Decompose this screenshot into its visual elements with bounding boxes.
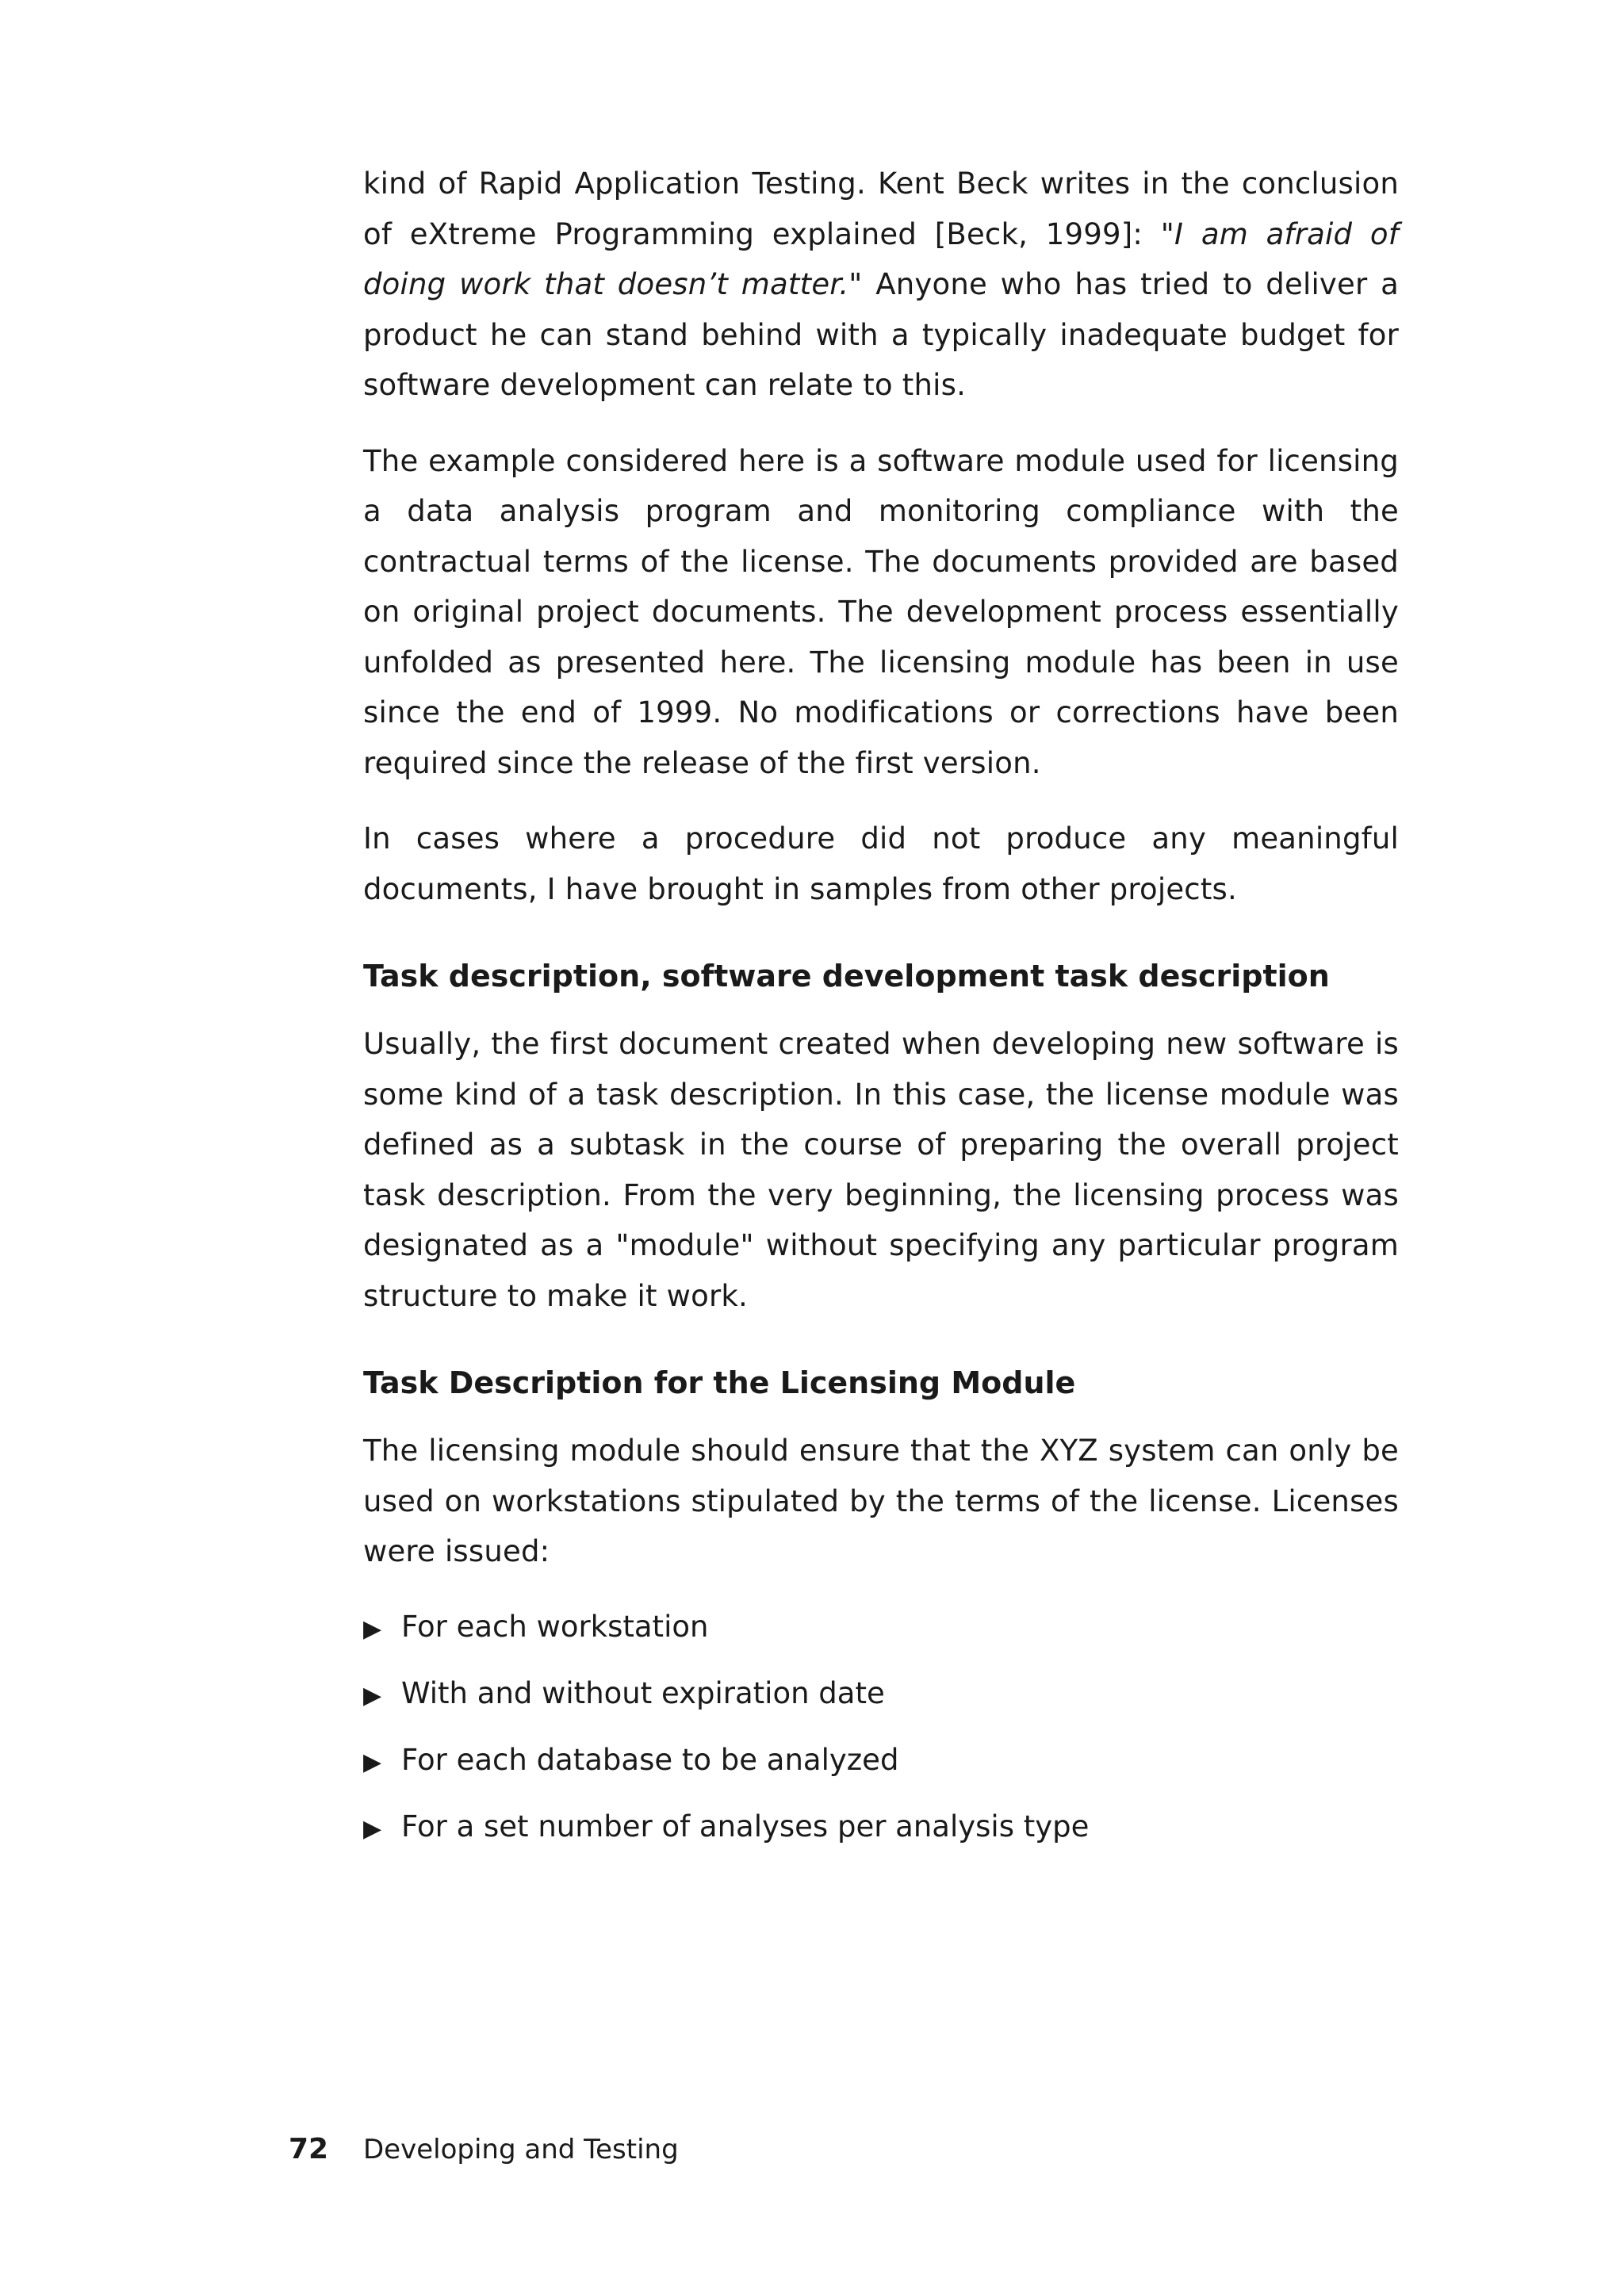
page-content [363, 159, 1399, 1869]
section-heading-licensing-module: Task Description for the Licensing Module [363, 1365, 1076, 1400]
list-item-text: For each database to be analyzed [401, 1742, 899, 1777]
page-number: 72 [289, 2133, 329, 2165]
triangle-bullet-icon: ▶ [363, 1814, 382, 1843]
body-paragraph-licensing-module: The licensing module should ensure that the XYZ system can only be used on workstations stipulated by the terms of the license. Licenses were issued: [363, 1434, 1399, 1568]
list-item-text: With and without expiration date [401, 1675, 885, 1710]
license-types-list [363, 1602, 1399, 1854]
list-item-text: For a set number of analyses per analysis type [401, 1809, 1090, 1844]
list-item-text: For each workstation [401, 1609, 709, 1644]
triangle-bullet-icon: ▶ [363, 1681, 382, 1710]
page-footer [289, 2133, 679, 2177]
body-paragraph-samples: In cases where a procedure did not produce any meaningful documents, I have brought in samples from other projects. [363, 821, 1399, 906]
triangle-bullet-icon: ▶ [363, 1614, 382, 1643]
body-paragraph-example: The example considered here is a software module used for licensing a data analysis program and monitoring compliance with the contractual terms of the license. The documents provided are based on original project documents. The development process essentially unfolded as presented here. The licensing module has been in use since the end of 1999. No modifications or corrections have been required since the release of the first version. [363, 443, 1399, 780]
list-item [363, 1602, 1399, 1654]
body-paragraph-task-description: Usually, the first document created when developing new software is some kind of a task description. In this case, the license module was defined as a subtask in the course of preparing the overall project task description. From the very beginning, the licensing process was designated as a "module" without specifying any particular program structure to make it work. [363, 1027, 1399, 1313]
beck-quote: "I am afraid of doing work that doesn’t matter." [363, 216, 1399, 301]
body-paragraph-beck [363, 159, 1399, 411]
list-item [363, 1736, 1399, 1787]
running-title: Developing and Testing [363, 2134, 679, 2165]
section-heading-task-description: Task description, software development task description [363, 959, 1330, 994]
list-item [363, 1802, 1399, 1854]
list-item [363, 1669, 1399, 1721]
triangle-bullet-icon: ▶ [363, 1748, 382, 1776]
paragraph-text: kind of Rapid Application Testing. Kent Beck writes in the conclusion of eXtreme Programming explained [Beck, 1999]: [363, 167, 1399, 251]
paragraph-text: Anyone who has tried to deliver a product he can stand behind with a typically inadequate budget for software development can relate to this. [363, 267, 1399, 402]
